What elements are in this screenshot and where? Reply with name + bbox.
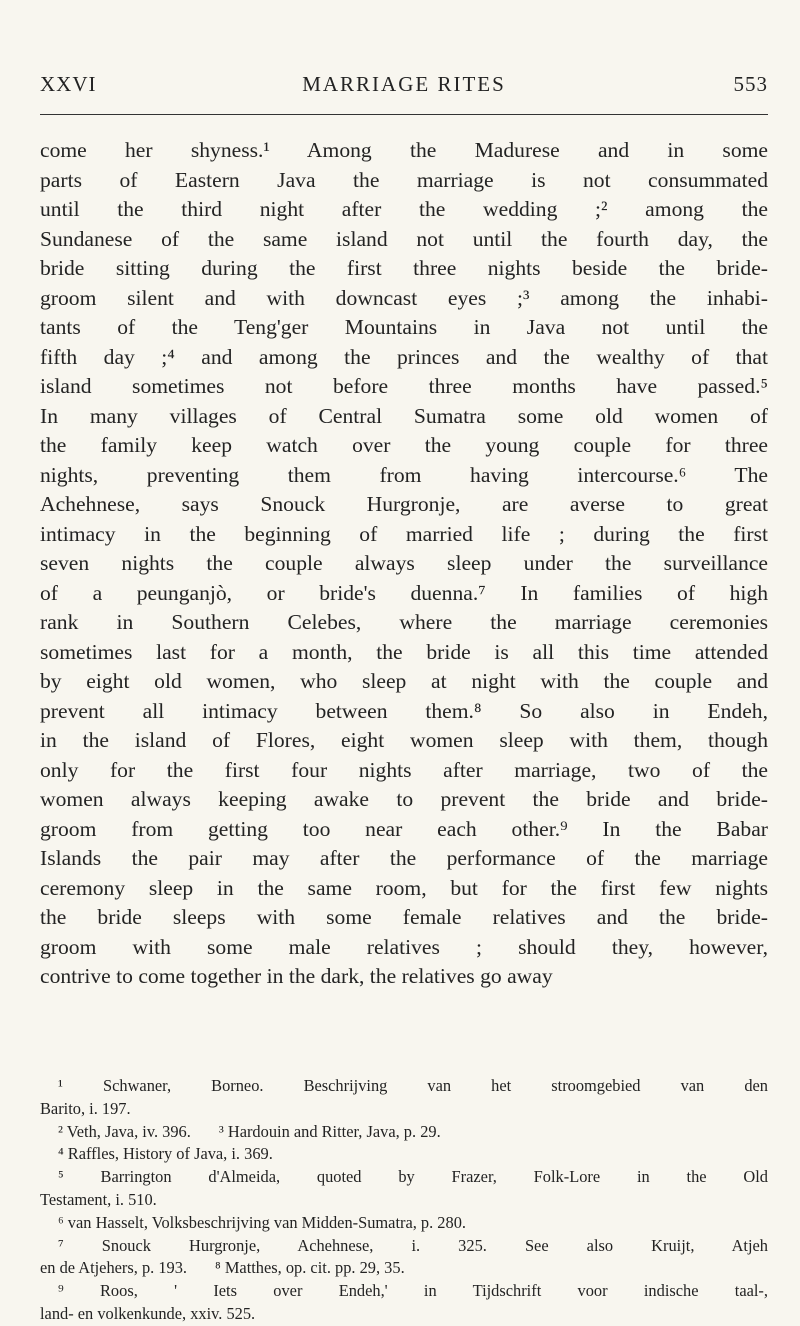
- body-line: the bride sleeps with some female relatives and the bride-: [40, 905, 768, 929]
- footnote-text: ⁷ Snouck Hurgronje, Achehnese, i. 325. See also Kruijt, Atjeh: [58, 1235, 768, 1255]
- body-line: only for the first four nights after marriage, two of the: [40, 757, 768, 782]
- footnote-text: Testament, i. 510.: [40, 1189, 157, 1209]
- footnote-line: [40, 1257, 768, 1280]
- footnote-text: ³ Hardouin and Ritter, Java, p. 29.: [218, 1121, 441, 1141]
- body-line: seven nights the couple always sleep under the surveillance: [40, 551, 768, 575]
- body-line: groom with some male relatives ; should they, however,: [40, 934, 768, 959]
- body-line: nights, preventing them from having intercourse.⁶ The: [40, 462, 768, 487]
- footnotes: [40, 1075, 768, 1326]
- running-header: [40, 72, 768, 108]
- footnote-text: land- en volkenkunde, xxiv. 525.: [40, 1303, 256, 1323]
- footnote-line: [40, 1303, 768, 1326]
- footnote-text: ⁴ Raffles, History of Java, i. 369.: [58, 1144, 273, 1164]
- footnote-line: [40, 1212, 768, 1235]
- body-line: bride sitting during the first three nights beside the bride-: [40, 256, 768, 280]
- footnote-text: ⁵ Barrington d'Almeida, quoted by Frazer, Folk-Lore in the Old: [58, 1167, 768, 1187]
- body-line: island sometimes not before three months have passed.⁵: [40, 374, 768, 398]
- footnote-text: ⁶ van Hasselt, Volksbeschrijving van Midden-Sumatra, p. 280.: [58, 1212, 466, 1232]
- body-line: Sundanese of the same island not until the fourth day, the: [40, 226, 768, 251]
- body-line: In many villages of Central Sumatra some old women of: [40, 403, 768, 428]
- body-line: rank in Southern Celebes, where the marriage ceremonies: [40, 610, 768, 634]
- page-number: 553: [733, 72, 768, 96]
- body-line: come her shyness.¹ Among the Madurese and in some: [40, 138, 768, 162]
- body-line: groom silent and with downcast eyes ;³ among the inhabi-: [40, 285, 768, 310]
- footnote-line: [40, 1098, 768, 1121]
- footnote-line: [40, 1166, 768, 1189]
- body-line: until the third night after the wedding ;² among the: [40, 197, 768, 221]
- body-line: contrive to come together in the dark, the relatives go away: [40, 964, 553, 988]
- footnote-line: [40, 1280, 768, 1303]
- body-line: intimacy in the beginning of married life ; during the first: [40, 521, 768, 546]
- footnote-text: en de Atjehers, p. 193.: [40, 1258, 188, 1278]
- footnote-text: ⁸ Matthes, op. cit. pp. 29, 35.: [215, 1258, 405, 1278]
- body-line: Achehnese, says Snouck Hurgronje, are averse to great: [40, 492, 768, 516]
- body-line: ceremony sleep in the same room, but for the first few nights: [40, 875, 768, 900]
- body-line: parts of Eastern Java the marriage is not consummated: [40, 167, 768, 192]
- body-line: prevent all intimacy between them.⁸ So also in Endeh,: [40, 698, 768, 723]
- footnote-line: [40, 1121, 768, 1144]
- footnote-line: [40, 1075, 768, 1098]
- body-line: fifth day ;⁴ and among the princes and the wealthy of that: [40, 344, 768, 369]
- body-line: the family keep watch over the young couple for three: [40, 433, 768, 457]
- footnote-text: ¹ Schwaner, Borneo. Beschrijving van het stroomgebied van den: [58, 1076, 768, 1095]
- body-line: Islands the pair may after the performance of the marriage: [40, 846, 768, 870]
- footnote-text: Barito, i. 197.: [40, 1098, 131, 1118]
- footnote-text: ² Veth, Java, iv. 396.: [58, 1121, 191, 1141]
- running-title: MARRIAGE RITES: [302, 72, 506, 96]
- header-rule: [40, 114, 768, 115]
- footnote-line: [40, 1235, 768, 1258]
- body-text: [40, 136, 768, 992]
- body-line: women always keeping awake to prevent the bride and bride-: [40, 787, 768, 811]
- footnote-line: [40, 1189, 768, 1212]
- chapter-number: XXVI: [40, 72, 97, 96]
- body-line: groom from getting too near each other.⁹ In the Babar: [40, 816, 768, 841]
- body-line: in the island of Flores, eight women sleep with them, though: [40, 728, 768, 752]
- footnote-line: [40, 1143, 768, 1166]
- body-line: tants of the Teng'ger Mountains in Java not until the: [40, 315, 768, 339]
- body-line: sometimes last for a month, the bride is all this time attended: [40, 639, 768, 664]
- footnote-text: ⁹ Roos, ' Iets over Endeh,' in Tijdschrift voor indische taal-,: [58, 1281, 768, 1301]
- body-line: of a peunganjò, or bride's duenna.⁷ In families of high: [40, 580, 768, 605]
- body-line: by eight old women, who sleep at night with the couple and: [40, 669, 768, 693]
